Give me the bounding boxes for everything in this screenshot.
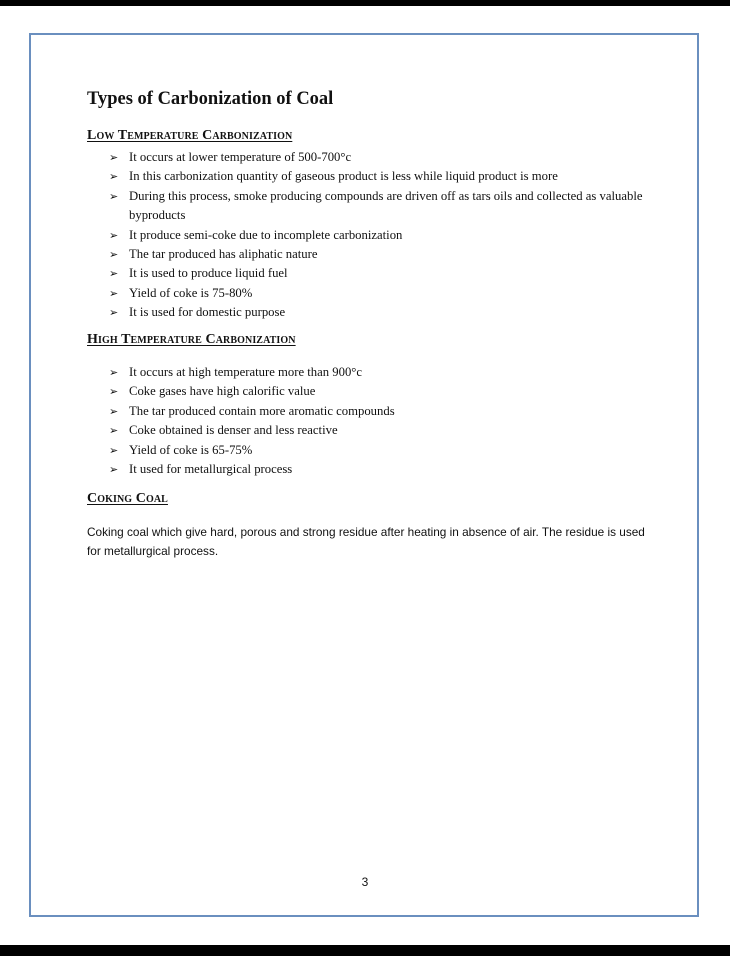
list-item-text: The tar produced contain more aromatic compounds [129,403,395,418]
arrow-bullet-icon: ➢ [109,366,119,379]
list-item [0,245,649,264]
list-item-text: Coke gases have high calorific value [129,384,316,399]
list-item-text: In this carbonization quantity of gaseous product is less while liquid product is more [129,169,558,184]
list-item [0,148,649,167]
list-item-text: Yield of coke is 75-80% [129,285,253,300]
section-heading-coking-coal: Coking Coal [87,491,168,506]
list-item [0,460,649,479]
section-heading-high-temperature: High Temperature Carbonization [87,332,296,347]
list-item-text: Coke obtained is denser and less reactive [129,423,338,438]
list-item-text: It used for metallurgical process [129,462,293,477]
list-item [0,382,649,401]
list-item [0,441,649,460]
arrow-bullet-icon: ➢ [109,228,119,242]
list-item-text: It is used to produce liquid fuel [129,266,288,281]
list-item [0,284,649,303]
arrow-bullet-icon: ➢ [109,306,119,320]
arrow-bullet-icon: ➢ [109,248,119,262]
list-item [0,187,649,226]
list-item [0,226,649,245]
page-number: 3 [361,875,369,889]
arrow-bullet-icon: ➢ [109,424,119,438]
arrow-bullet-icon: ➢ [109,443,119,457]
list-item-text: During this process, smoke producing compounds are driven off as tars oils and collected as valuable byproducts [129,188,643,223]
list-item [0,303,649,322]
arrow-bullet-icon: ➢ [109,404,119,418]
low-temperature-list [0,148,649,323]
list-item-text: It occurs at high temperature more than 900°c [129,365,363,379]
document-title: Types of Carbonization of Coal [87,89,334,109]
list-item [0,421,649,440]
bottom-screen-bar [0,945,730,956]
list-item-text: The tar produced has aliphatic nature [129,247,318,262]
arrow-bullet-icon: ➢ [109,151,119,164]
arrow-bullet-icon: ➢ [109,286,119,300]
list-item-text: It is used for domestic purpose [129,305,286,320]
list-item-text: Yield of coke is 65-75% [129,442,253,457]
arrow-bullet-icon: ➢ [109,189,119,203]
arrow-bullet-icon: ➢ [109,170,119,184]
list-item [0,167,649,186]
list-item [0,363,649,382]
high-temperature-list [0,363,649,479]
list-item-text: It occurs at lower temperature of 500-700°c [129,150,352,164]
top-screen-bar [0,0,730,6]
arrow-bullet-icon: ➢ [109,385,119,399]
list-item-text: It produce semi-coke due to incomplete carbonization [129,227,403,242]
section-heading-low-temperature: Low Temperature Carbonization [87,128,293,143]
arrow-bullet-icon: ➢ [109,463,119,477]
coking-coal-paragraph: Coking coal which give hard, porous and strong residue after heating in absence of air. The residue is used for metallurgical process. [87,525,645,558]
list-item [0,264,649,283]
list-item [0,402,649,421]
arrow-bullet-icon: ➢ [109,267,119,281]
